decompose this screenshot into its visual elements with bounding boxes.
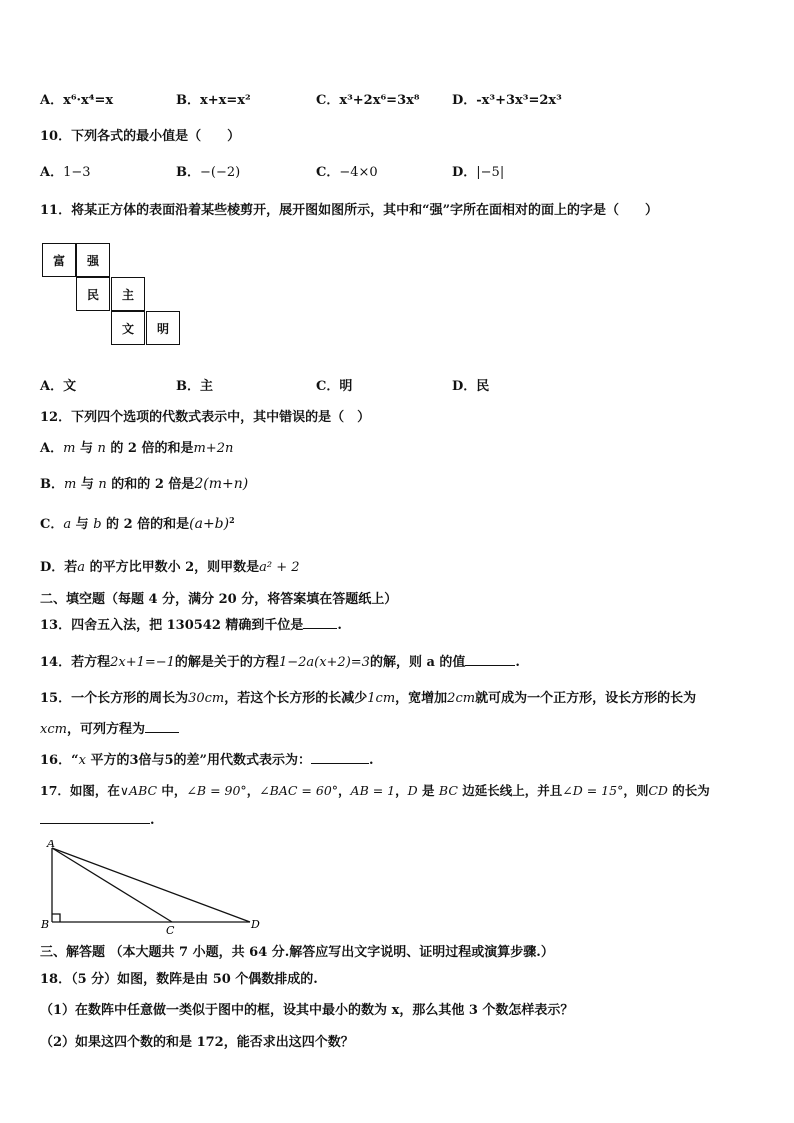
q10-a-expr: 1−3	[63, 165, 91, 180]
q15-mid2: ，宽增加	[395, 691, 448, 706]
q15-line1	[40, 687, 696, 706]
q17-c1: ∠B = 90°	[186, 783, 247, 798]
q14-answer-blank[interactable]	[465, 665, 515, 666]
q14-mid: 的解是关于的方程	[174, 655, 279, 670]
q17-mid6: 边延长线上，并且	[457, 783, 563, 798]
q15-v1: 30cm	[188, 691, 225, 706]
q17-c2: ∠BAC = 60°	[259, 783, 339, 798]
segment-ad	[52, 848, 250, 922]
q12-a-yu: 与	[75, 441, 98, 456]
q17-bc: BC	[438, 783, 458, 798]
q17-line2: .	[40, 813, 155, 828]
q11-option-a: A．文	[40, 379, 77, 394]
q18-part-1: （1）在数阵中任意做一类似于图中的框，设其中最小的数为 x，那么其他 3 个数怎样表示？	[40, 1003, 574, 1018]
net-cell-wen: 文	[111, 311, 145, 345]
q9-option-d: D．-x³+3x³=2x³	[452, 93, 562, 108]
label-b: B	[41, 918, 50, 931]
q12-c-a: a	[63, 517, 72, 532]
q10-b-expr: −(−2)	[200, 165, 241, 180]
q13-answer-blank[interactable]	[303, 628, 337, 629]
q16-var: x	[78, 753, 86, 768]
net-cell-min: 民	[76, 277, 110, 311]
q18-part-2: （2）如果这四个数的和是 172，能否求出这四个数？	[40, 1035, 354, 1050]
q12-d-pre: D．若	[40, 560, 78, 575]
label-c: C	[166, 924, 175, 936]
q15-pre: 15．一个长方形的周长为	[40, 691, 189, 706]
triangle-figure	[38, 840, 268, 936]
q17-mid4: ，	[395, 783, 408, 798]
q10-d-expr: |−5|	[476, 165, 505, 180]
q15-line2-post: ，可列方程为	[66, 722, 145, 737]
q14-post: 的解，则 a 的值	[369, 655, 466, 670]
q17-pre: 17．如图，在	[40, 783, 120, 798]
q16-answer-blank[interactable]	[311, 763, 369, 764]
q16: 16．“x 平方的3倍与5的差”用代数式表示为： .	[40, 753, 374, 768]
q15-line2	[40, 718, 179, 737]
q12-d-expr: a² + 2	[259, 560, 300, 575]
q13-text: 13．四舍五入法，把 130542 精确到千位是	[40, 618, 304, 633]
q11-option-c: C．明	[316, 379, 353, 394]
q12-d-a: a	[77, 560, 86, 575]
q11-option-d: D．民	[452, 379, 490, 394]
q12-c-yu: 与	[71, 517, 94, 532]
q14: 14．若方程2x+1=−1的解是关于的方程1−2a(x+2)=3的解，则 a 的值 .	[40, 655, 520, 670]
q12-b-yu: 与	[76, 477, 99, 492]
q11-stem: 11．将某正方体的表面沿着某些棱剪开，展开图如图所示，其中和“强”字所在面相对的面上的字是（ ）	[40, 203, 659, 218]
q11-option-b: B．主	[176, 379, 213, 394]
q12-b-expr: 2(m+n)	[194, 476, 249, 492]
q12-option-c	[40, 513, 235, 532]
q17-c4: ∠D = 15°	[562, 783, 624, 798]
q17-c3: AB = 1	[350, 783, 396, 798]
q12-c-pre: C．	[40, 517, 64, 532]
q17-post: 的长为	[667, 783, 710, 798]
net-cell-qiang: 强	[76, 243, 110, 277]
q10-c-label: C．	[316, 165, 340, 180]
q12-a-expr: m+2n	[193, 441, 234, 456]
q16-post: 平方的3倍与5的差”用代数式表示为：	[85, 753, 312, 768]
label-d: D	[251, 918, 260, 931]
q12-c-expr: (a+b)	[189, 516, 230, 532]
q12-d-text: 的平方比甲数小 2，则甲数是	[85, 560, 260, 575]
q10-c-expr: −4×0	[339, 165, 378, 180]
segment-ac	[52, 848, 172, 922]
q10-a-label: A．	[40, 165, 64, 180]
q17-mid7: ，则	[623, 783, 649, 798]
q10-d-label: D．	[452, 165, 477, 180]
q12-b-text: 的和的 2 倍是	[106, 477, 195, 492]
q17-tri: ∨ABC	[119, 783, 158, 798]
q15-answer-blank[interactable]	[145, 732, 179, 733]
q9-option-a: A．x⁶·x⁴=x	[40, 93, 114, 108]
q10-b-label: B．	[176, 165, 200, 180]
q14-pre: 14．若方程	[40, 655, 111, 670]
q15-mid: ，若这个长方形的长减少	[224, 691, 368, 706]
q9-option-b: B．x+x=x²	[176, 93, 251, 108]
q14-eq2: 1−2a(x+2)=3	[278, 655, 370, 670]
q10-stem: 10．下列各式的最小值是（ ）	[40, 129, 241, 144]
q17-mid1: 中，	[157, 783, 187, 798]
q15-v2: 1cm	[367, 691, 396, 706]
q10-option-b	[176, 161, 240, 180]
q15-v3: 2cm	[447, 691, 476, 706]
q12-option-b	[40, 473, 248, 492]
cube-net-figure	[42, 243, 184, 345]
q12-a-text: 的 2 倍的和是	[105, 441, 194, 456]
label-a: A	[47, 840, 55, 850]
section-3-heading: 三、解答题 （本大题共 7 小题，共 64 分.解答应写出文字说明、证明过程或演算步骤.）	[40, 945, 554, 960]
q12-a-n: n	[97, 441, 106, 456]
section-2-heading: 二、填空题（每题 4 分，满分 20 分，将答案填在答题纸上）	[40, 592, 398, 607]
q13: 13．四舍五入法，把 130542 精确到千位是 .	[40, 618, 342, 633]
net-cell-fu: 富	[42, 243, 76, 277]
q12-stem: 12．下列四个选项的代数式表示中，其中错误的是（ ）	[40, 410, 371, 425]
q12-option-d	[40, 556, 300, 575]
q12-c-sup: 2	[229, 515, 235, 525]
q12-option-a	[40, 437, 233, 456]
q12-a-pre: A．	[40, 441, 64, 456]
q12-b-pre: B．	[40, 477, 64, 492]
q18-stem: 18．（5 分）如图，数阵是由 50 个偶数排成的.	[40, 972, 318, 987]
net-cell-ming: 明	[146, 311, 180, 345]
q10-option-d	[452, 161, 504, 180]
q12-b-n: n	[98, 477, 107, 492]
q12-c-b: b	[93, 517, 102, 532]
q12-c-text: 的 2 倍的和是	[101, 517, 190, 532]
q14-eq1: 2x+1=−1	[110, 655, 175, 670]
q17-line1	[40, 781, 710, 799]
q15-post: 就可成为一个正方形，设长方形的长为	[475, 691, 697, 706]
q17-d: D	[407, 783, 418, 798]
q17-mid3: ，	[338, 783, 351, 798]
q17-mid2: ，	[246, 783, 260, 798]
q17-answer-blank[interactable]	[40, 823, 150, 824]
right-angle-mark	[52, 914, 60, 922]
q17-mid5: 是	[417, 783, 439, 798]
q9-option-c: C．x³+2x⁶=3x⁸	[316, 93, 420, 108]
q10-option-a	[40, 161, 91, 180]
q16-pre: 16．“	[40, 753, 79, 768]
q10-option-c	[316, 161, 378, 180]
q12-b-m: m	[64, 477, 77, 492]
net-cell-zhu: 主	[111, 277, 145, 311]
q17-cd: CD	[648, 783, 668, 798]
q15-var: xcm	[40, 722, 67, 737]
q12-a-m: m	[63, 441, 76, 456]
